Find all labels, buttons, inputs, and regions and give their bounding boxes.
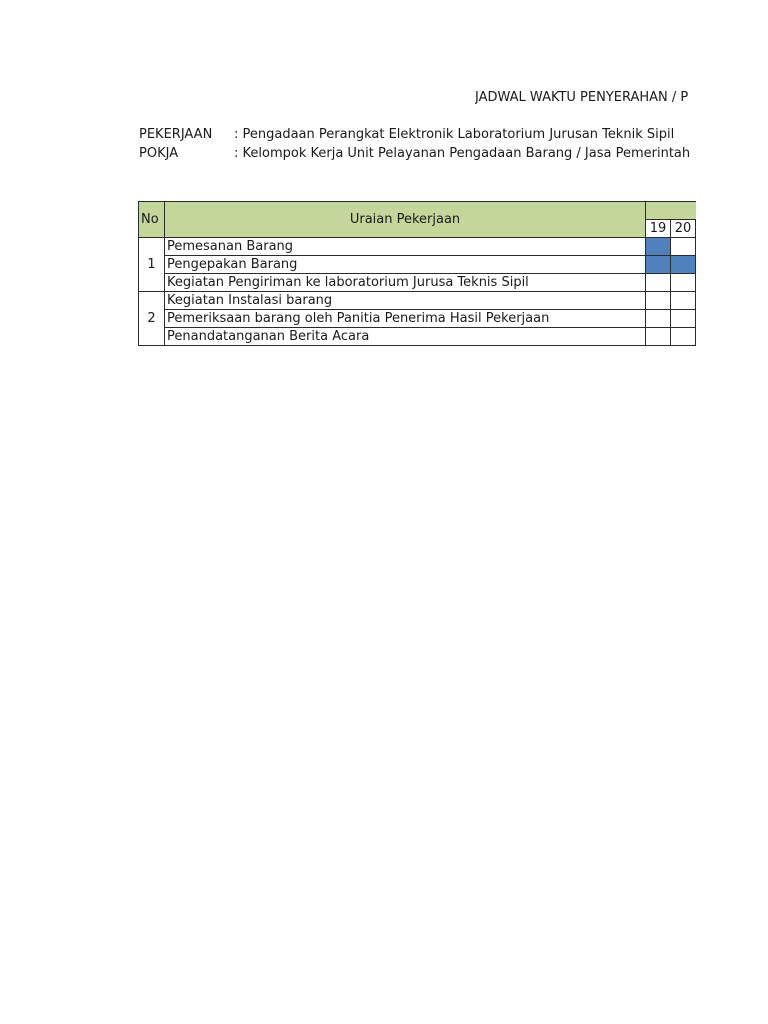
meta-row-pokja: [139, 145, 696, 162]
schedule-cell: [671, 274, 696, 292]
day-header: 20: [671, 220, 696, 238]
schedule-cell: [671, 310, 696, 328]
task-name: Kegiatan Instalasi barang: [165, 292, 646, 310]
meta-value: : Kelompok Kerja Unit Pelayanan Pengadaan Barang / Jasa Pemerintah: [234, 146, 691, 161]
document-title: JADWAL WAKTU PENYERAHAN / P: [475, 90, 689, 105]
table-row: [139, 256, 697, 274]
task-name: Kegiatan Pengiriman ke laboratorium Jurusa Teknis Sipil: [165, 274, 646, 292]
schedule-cell: [646, 292, 671, 310]
schedule-cell: [696, 328, 697, 346]
row-number: 2: [139, 292, 165, 346]
schedule-cell: [671, 256, 696, 274]
schedule-cell: [646, 310, 671, 328]
header-period: [646, 202, 697, 220]
meta-label: POKJA: [139, 146, 179, 161]
schedule-cell: [646, 274, 671, 292]
table-row: [139, 328, 697, 346]
table-row: [139, 274, 697, 292]
task-name: Pemeriksaan barang oleh Panitia Penerima Hasil Pekerjaan: [165, 310, 646, 328]
schedule-cell: [696, 274, 697, 292]
meta-row-pekerjaan: [139, 126, 696, 143]
row-number: 1: [139, 238, 165, 292]
schedule-cell: [696, 292, 697, 310]
table-row: [139, 292, 697, 310]
schedule-cell: [671, 292, 696, 310]
schedule-cell: [696, 310, 697, 328]
meta-value: : Pengadaan Perangkat Elektronik Laboratorium Jurusan Teknik Sipil: [234, 127, 675, 142]
schedule-cell: [671, 238, 696, 256]
header-no: No: [139, 202, 165, 238]
day-header: 19: [646, 220, 671, 238]
schedule-cell: [646, 256, 671, 274]
task-name: Pengepakan Barang: [165, 256, 646, 274]
day-header: [696, 220, 697, 238]
table-row: [139, 310, 697, 328]
schedule-cell: [696, 256, 697, 274]
schedule-cell: [646, 238, 671, 256]
table-row: [139, 238, 697, 256]
task-name: Pemesanan Barang: [165, 238, 646, 256]
schedule-cell: [646, 328, 671, 346]
task-name: Penandatanganan Berita Acara: [165, 328, 646, 346]
header-uraian: Uraian Pekerjaan: [165, 202, 646, 238]
schedule-table: [138, 201, 696, 351]
meta-label: PEKERJAAN: [139, 127, 213, 142]
schedule-cell: [671, 328, 696, 346]
schedule-cell: [696, 238, 697, 256]
